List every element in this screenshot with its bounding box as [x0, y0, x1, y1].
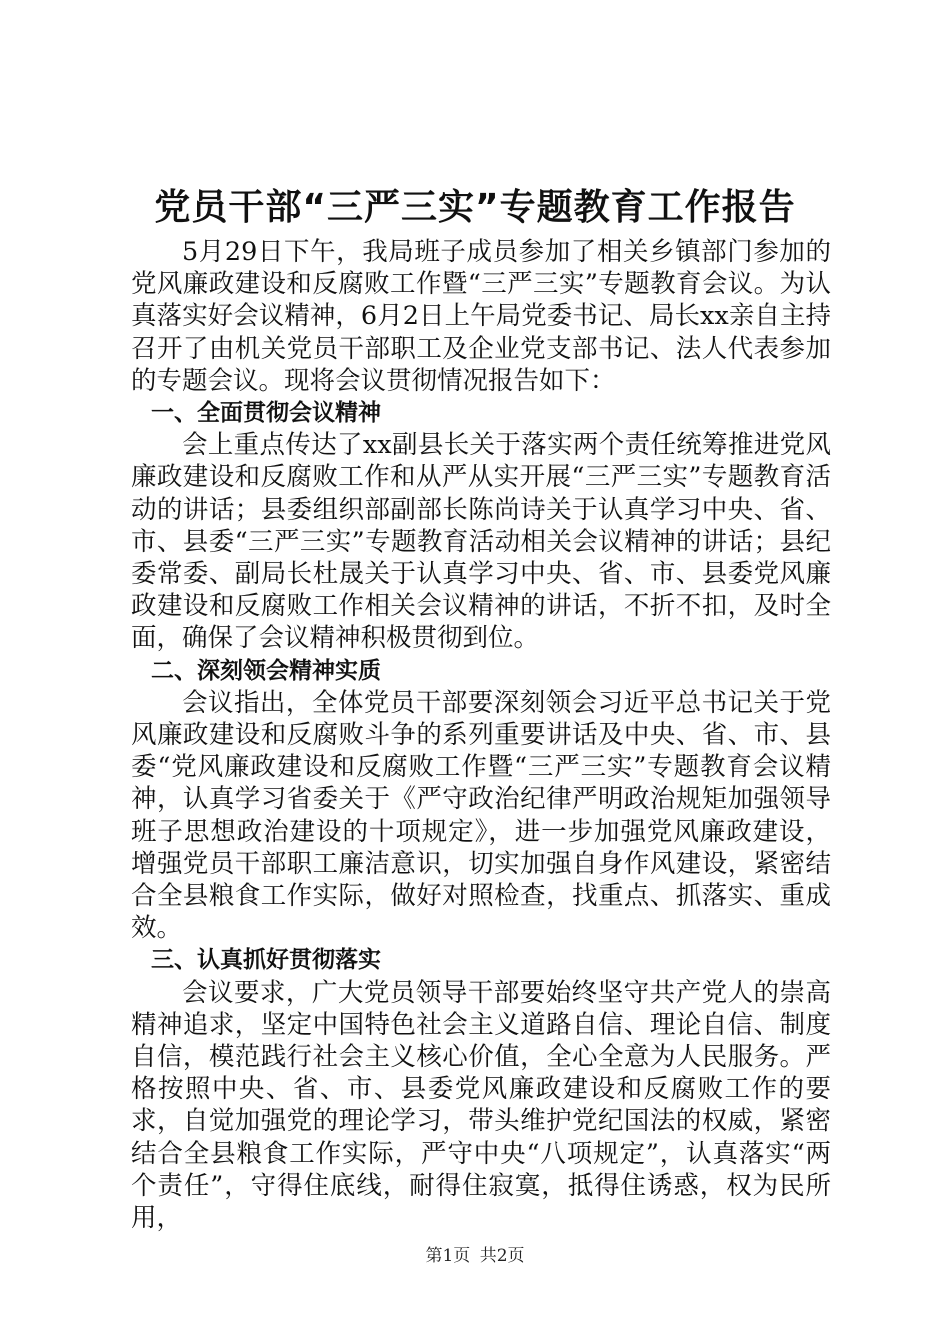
section-body-1: 会上重点传达了xx副县长关于落实两个责任统筹推进党风廉政建设和反腐败工作和从严从实开展“三严三实”专题教育活动的讲话；县委组织部副部长陈尚诗关于认真学习中央、省、市、县委“三严三实”专题教育活动相关会议精神的讲话；县纪委常委、副局长杜晟关于认真学习中央、省、市、县委党风廉政建设和反腐败工作相关会议精神的讲话，不折不扣，及时全面，确保了会议精神积极贯彻到位。: [131, 430, 831, 654]
section-body-3: 会议要求，广大党员领导干部要始终坚守共产党人的崇高精神追求，坚定中国特色社会主义道路自信、理论自信、制度自信，模范践行社会主义核心价值，全心全意为人民服务。严格按照中央、省、市、县委党风廉政建设和反腐败工作的要求，自觉加强党的理论学习，带头维护党纪国法的权威，紧密结合全县粮食工作实际，严守中央“八项规定”，认真落实“两个责任”，守得住底线，耐得住寂寞，抵得住诱惑，权为民所用，: [131, 977, 831, 1234]
section-heading-3: 三、认真抓好贯彻落实: [151, 947, 381, 974]
page-number-footer: 第1页 共2页: [425, 1246, 525, 1266]
document-body: [131, 236, 831, 1234]
section-body-2: 会议指出，全体党员干部要深刻领会习近平总书记关于党风廉政建设和反腐败斗争的系列重要讲话及中央、省、市、县委“党风廉政建设和反腐败工作暨“三严三实”专题教育会议精神，认真学习省委关于《严守政治纪律严明政治规矩加强领导班子思想政治建设的十项规定》，进一步加强党风廉政建设，增强党员干部职工廉洁意识，切实加强自身作风建设，紧密结合全县粮食工作实际，做好对照检查，找重点、抓落实、重成效。: [131, 687, 831, 944]
section-heading-1: 一、全面贯彻会议精神: [151, 400, 381, 427]
document-title: 党员干部“三严三实”专题教育工作报告: [154, 187, 796, 228]
section-heading-2: 二、深刻领会精神实质: [151, 657, 381, 684]
intro-paragraph: 5月29日下午，我局班子成员参加了相关乡镇部门参加的党风廉政建设和反腐败工作暨“三严三实”专题教育会议。为认真落实好会议精神，6月2日上午局党委书记、局长xx亲自主持召开了由机关党员干部职工及企业党支部书记、法人代表参加的专题会议。现将会议贯彻情况报告如下：: [131, 237, 831, 396]
